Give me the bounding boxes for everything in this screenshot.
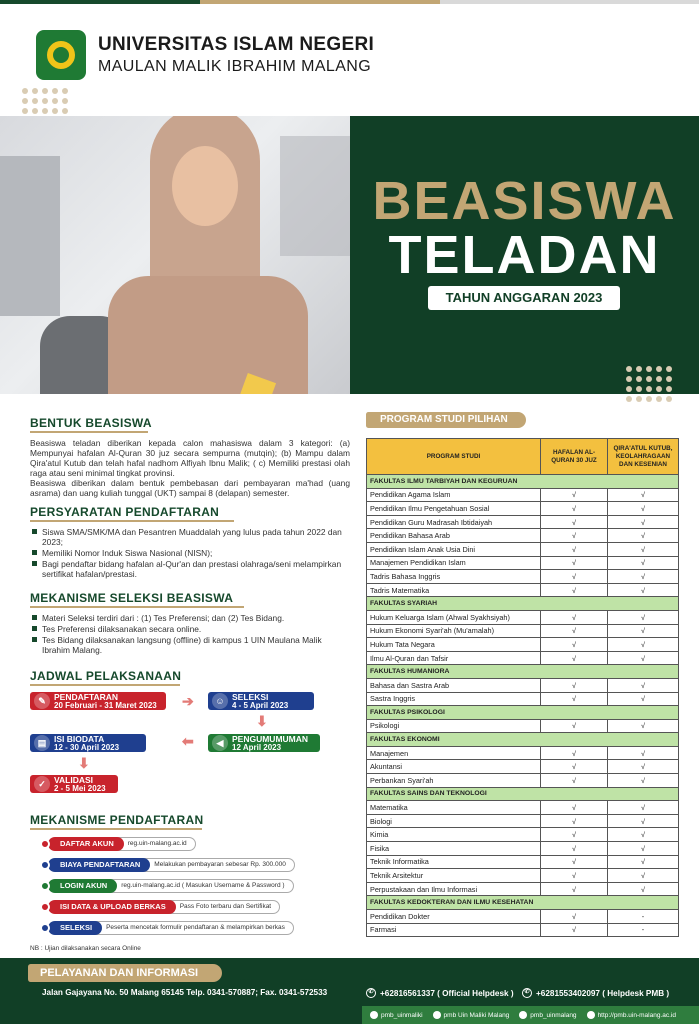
program-table <box>366 438 679 937</box>
program-name: Pendidikan Guru Madrasah Ibtidaiyah <box>367 515 541 529</box>
eligibility-mark: √ <box>541 746 608 760</box>
eligibility-mark: - <box>608 910 679 924</box>
top-accent-bar <box>0 0 699 4</box>
program-name: Matematika <box>367 801 541 815</box>
table-row <box>367 828 679 842</box>
table-header: PROGRAM STUDI <box>367 439 541 475</box>
eligibility-mark: √ <box>608 515 679 529</box>
schedule-pengumuman: ◀ PENGUMUMUMAN 12 April 2023 <box>208 734 320 752</box>
arrow-down-icon: ⬇ <box>78 755 90 771</box>
faculty-name: FAKULTAS SYARIAH <box>367 597 679 611</box>
header <box>36 30 374 80</box>
eligibility-mark: √ <box>608 882 679 896</box>
step-value: Melakukan pembayaran sebesar Rp. 300.000 <box>142 858 295 872</box>
eligibility-mark: √ <box>608 638 679 652</box>
eligibility-mark: √ <box>541 610 608 624</box>
eligibility-mark: √ <box>541 515 608 529</box>
program-name: Hukum Keluarga Islam (Ahwal Syakhsiyah) <box>367 610 541 624</box>
eligibility-mark: √ <box>541 502 608 516</box>
faculty-name: FAKULTAS ILMU TARBIYAH DAN KEGURUAN <box>367 475 679 489</box>
id-card-icon: ▤ <box>34 735 50 751</box>
student-face <box>172 146 238 226</box>
hero-title-line1: BEASISWA <box>372 171 677 231</box>
exam-note: NB : Ujian dilaksanakan secara Online <box>30 945 141 952</box>
program-name: Pendidikan Bahasa Arab <box>367 529 541 543</box>
program-name: Fisika <box>367 842 541 856</box>
footer-title: PELAYANAN DAN INFORMASI <box>28 964 222 982</box>
section-underline <box>30 606 244 608</box>
arrow-right-icon: ➔ <box>182 693 194 709</box>
schedule-isi-biodata: ▤ ISI BIODATA 12 - 30 April 2023 <box>30 734 146 752</box>
whatsapp-contact: ✆ +62816561337 ( Official Helpdesk ) <box>366 988 514 998</box>
list-item: Bagi pendaftar bidang hafalan al-Qur'an dan prestasi olahraga/seni melampirkan sertifikat hafalan/prestasi. <box>32 559 350 579</box>
eligibility-mark: √ <box>608 828 679 842</box>
table-header: HAFALAN AL-QURAN 30 JUZ <box>541 439 608 475</box>
hero-panel <box>350 116 699 394</box>
footer-address: Jalan Gajayana No. 50 Malang 65145 Telp. 0341-570887; Fax. 0341-572533 <box>42 988 328 997</box>
mekanisme-seleksi-list <box>32 613 350 656</box>
program-name: Perbankan Syari'ah <box>367 774 541 788</box>
megaphone-icon: ◀ <box>212 735 228 751</box>
eligibility-mark: √ <box>541 882 608 896</box>
eligibility-mark: √ <box>608 869 679 883</box>
program-name: Perpustakaan dan Ilmu Informasi <box>367 882 541 896</box>
bentuk-paragraph-2: Beasiswa diberikan dalam bentuk pembebasan dari pembayaran ma'had (uang asrama) dan uang kuliah tunggal (UKT) sampai 8 (delapan) semester. <box>30 478 350 498</box>
section-title-bentuk: BENTUK BEASISWA <box>30 416 152 430</box>
university-logo <box>36 30 86 80</box>
persyaratan-list <box>32 527 350 580</box>
program-name: Teknik Informatika <box>367 855 541 869</box>
registration-step <box>48 879 294 893</box>
step-value: Pass Foto terbaru dan Sertifikat <box>168 900 280 914</box>
step-label: LOGIN AKUN <box>48 879 117 893</box>
eligibility-mark: √ <box>608 760 679 774</box>
table-row <box>367 882 679 896</box>
eligibility-mark: √ <box>541 570 608 584</box>
schedule-seleksi: ☺ SELEKSI 4 - 5 April 2023 <box>208 692 314 710</box>
eligibility-mark: √ <box>541 583 608 597</box>
program-name: Pendidikan Dokter <box>367 910 541 924</box>
registration-step <box>48 837 196 851</box>
table-row <box>367 774 679 788</box>
program-name: Manajemen <box>367 746 541 760</box>
people-icon: ☺ <box>212 693 228 709</box>
list-item: Tes Preferensi dilaksanakan secara online. <box>32 624 350 634</box>
eligibility-mark: √ <box>608 814 679 828</box>
eligibility-mark: √ <box>541 678 608 692</box>
eligibility-mark: √ <box>541 719 608 733</box>
arrow-down-icon: ⬇ <box>256 713 268 729</box>
step-label: SELEKSI <box>48 921 102 935</box>
table-row <box>367 502 679 516</box>
hero-photo <box>0 116 350 394</box>
globe-icon <box>587 1011 595 1019</box>
eligibility-mark: √ <box>608 529 679 543</box>
schedule-validasi: ✓ VALIDASI 2 - 5 Mei 2023 <box>30 775 118 793</box>
eligibility-mark: √ <box>541 814 608 828</box>
step-label: ISI DATA & UPLOAD BERKAS <box>48 900 176 914</box>
faculty-name: FAKULTAS HUMANIORA <box>367 665 679 679</box>
eligibility-mark: √ <box>608 855 679 869</box>
whatsapp-icon: ✆ <box>522 988 532 998</box>
eligibility-mark: √ <box>541 488 608 502</box>
program-name: Pendidikan Agama Islam <box>367 488 541 502</box>
table-row <box>367 692 679 706</box>
section-title-mekanisme-pendaftaran: MEKANISME PENDAFTARAN <box>30 813 204 827</box>
program-name: Sastra Inggris <box>367 692 541 706</box>
eligibility-mark: √ <box>541 529 608 543</box>
program-name: Tadris Matematika <box>367 583 541 597</box>
step-value: reg.uin-malang.ac.id <box>116 837 196 851</box>
instagram-icon <box>370 1011 378 1019</box>
program-section-title: PROGRAM STUDI PILIHAN <box>366 412 526 428</box>
faculty-row <box>367 597 679 611</box>
eligibility-mark: √ <box>608 774 679 788</box>
faculty-row <box>367 475 679 489</box>
social-instagram[interactable]: pmb_uinmaliki <box>370 1011 423 1019</box>
table-row <box>367 488 679 502</box>
facebook-icon <box>433 1011 441 1019</box>
eligibility-mark: - <box>608 923 679 937</box>
schedule-pendaftaran: ✎ PENDAFTARAN 20 Februari - 31 Maret 2023 <box>30 692 166 710</box>
eligibility-mark: √ <box>541 638 608 652</box>
faculty-name: FAKULTAS KEDOKTERAN DAN ILMU KESEHATAN <box>367 896 679 910</box>
table-row <box>367 556 679 570</box>
faculty-row <box>367 733 679 747</box>
registration-step <box>48 921 294 935</box>
program-name: Kimia <box>367 828 541 842</box>
eligibility-mark: √ <box>608 570 679 584</box>
eligibility-mark: √ <box>608 583 679 597</box>
section-underline <box>30 684 180 686</box>
eligibility-mark: √ <box>541 760 608 774</box>
program-name: Psikologi <box>367 719 541 733</box>
eligibility-mark: √ <box>608 502 679 516</box>
program-name: Hukum Tata Negara <box>367 638 541 652</box>
eligibility-mark: √ <box>608 542 679 556</box>
table-row <box>367 760 679 774</box>
list-item: Siswa SMA/SMK/MA dan Pesantren Muaddalah yang lulus pada tahun 2022 dan 2023; <box>32 527 350 547</box>
eligibility-mark: √ <box>541 651 608 665</box>
table-row <box>367 814 679 828</box>
arrow-left-icon: ⬅ <box>182 733 194 749</box>
eligibility-mark: √ <box>541 801 608 815</box>
eligibility-mark: √ <box>608 488 679 502</box>
list-item: Memiliki Nomor Induk Siswa Nasional (NISN); <box>32 548 350 558</box>
eligibility-mark: √ <box>608 842 679 856</box>
faculty-row <box>367 706 679 720</box>
eligibility-mark: √ <box>608 678 679 692</box>
step-label: BIAYA PENDAFTARAN <box>48 858 150 872</box>
table-row <box>367 610 679 624</box>
social-twitter[interactable]: pmb_uinmalang <box>519 1011 576 1019</box>
table-row <box>367 910 679 924</box>
section-underline <box>30 828 202 830</box>
program-name: Farmasi <box>367 923 541 937</box>
eligibility-mark: √ <box>541 556 608 570</box>
faculty-name: FAKULTAS SAINS DAN TEKNOLOGI <box>367 787 679 801</box>
social-facebook[interactable]: pmb Uin Maliki Malang <box>433 1011 510 1019</box>
faculty-name: FAKULTAS PSIKOLOGI <box>367 706 679 720</box>
list-item: Materi Seleksi terdiri dari : (1) Tes Preferensi; dan (2) Tes Bidang. <box>32 613 350 623</box>
program-name: Biologi <box>367 814 541 828</box>
section-title-persyaratan: PERSYARATAN PENDAFTARAN <box>30 505 220 519</box>
whatsapp-contact: ✆ +6281553402097 ( Helpdesk PMB ) <box>522 988 669 998</box>
step-value: reg.uin-malang.ac.id ( Masukan Username & Password ) <box>109 879 293 893</box>
table-row <box>367 719 679 733</box>
eligibility-mark: √ <box>541 774 608 788</box>
step-value: Peserta mencetak formulir pendaftaran & melampirkan berkas <box>94 921 294 935</box>
program-name: Akuntansi <box>367 760 541 774</box>
program-name: Tadris Bahasa Inggris <box>367 570 541 584</box>
program-table-body <box>367 475 679 937</box>
section-title-mekanisme-seleksi: MEKANISME SELEKSI BEASISWA <box>30 591 234 605</box>
faculty-name: FAKULTAS EKONOMI <box>367 733 679 747</box>
eligibility-mark: √ <box>541 855 608 869</box>
table-row <box>367 746 679 760</box>
university-subtitle: MAULAN MALIK IBRAHIM MALANG <box>98 58 372 75</box>
table-row <box>367 529 679 543</box>
table-header: QIRA'ATUL KUTUB, KEOLAHRAGAAN DAN KESENIAN <box>608 439 679 475</box>
registration-step <box>48 858 295 872</box>
eligibility-mark: √ <box>541 842 608 856</box>
eligibility-mark: √ <box>541 869 608 883</box>
bentuk-paragraph-1: Beasiswa teladan diberikan kepada calon mahasiswa dalam 3 kategori: (a) Mempunyai hafalan Al-Quran 30 juz secara sempurna (mutqin); (b) Mampu dalam Qira'atul Kutub dan telah hafal nadhom Alfiyah Ibnu Malik; ( c) Memiliki prestasi olah raga atau seni minimal tingkat provinsi. <box>30 438 350 478</box>
table-row <box>367 570 679 584</box>
eligibility-mark: √ <box>608 651 679 665</box>
table-row <box>367 542 679 556</box>
faculty-row <box>367 665 679 679</box>
table-row <box>367 923 679 937</box>
table-row <box>367 678 679 692</box>
program-name: Pendidikan Ilmu Pengetahuan Sosial <box>367 502 541 516</box>
table-row <box>367 515 679 529</box>
eligibility-mark: √ <box>608 556 679 570</box>
university-name: UNIVERSITAS ISLAM NEGERI <box>98 34 375 55</box>
section-underline <box>30 520 234 522</box>
eligibility-mark: √ <box>541 692 608 706</box>
social-bar <box>362 1006 699 1024</box>
eligibility-mark: √ <box>608 692 679 706</box>
eligibility-mark: √ <box>608 624 679 638</box>
eligibility-mark: √ <box>541 542 608 556</box>
list-item: Tes Bidang dilaksanakan langsung (offline) di kampus 1 UIN Maulana Malik Ibrahim Malang. <box>32 635 350 655</box>
eligibility-mark: √ <box>541 910 608 924</box>
program-name: Teknik Arsitektur <box>367 869 541 883</box>
section-title-jadwal: JADWAL PELAKSANAAN <box>30 669 182 683</box>
table-row <box>367 583 679 597</box>
eligibility-mark: √ <box>541 828 608 842</box>
table-row <box>367 651 679 665</box>
edit-icon: ✎ <box>34 693 50 709</box>
registration-step <box>48 900 280 914</box>
table-row <box>367 638 679 652</box>
eligibility-mark: √ <box>541 923 608 937</box>
program-name: Bahasa dan Sastra Arab <box>367 678 541 692</box>
faculty-row <box>367 787 679 801</box>
table-row <box>367 801 679 815</box>
eligibility-mark: √ <box>608 610 679 624</box>
checklist-icon: ✓ <box>34 776 50 792</box>
program-name: Hukum Ekonomi Syari'ah (Mu'amalah) <box>367 624 541 638</box>
section-underline <box>30 431 148 433</box>
decor-dots-bottom <box>626 366 672 402</box>
program-name: Pendidikan Islam Anak Usia Dini <box>367 542 541 556</box>
hero-title-line2: TELADAN <box>388 225 661 285</box>
social-website[interactable]: http://pmb.uin-malang.ac.id <box>587 1011 676 1019</box>
twitter-icon <box>519 1011 527 1019</box>
table-row <box>367 869 679 883</box>
step-label: DAFTAR AKUN <box>48 837 124 851</box>
whatsapp-icon: ✆ <box>366 988 376 998</box>
table-row <box>367 842 679 856</box>
table-row <box>367 855 679 869</box>
program-name: Ilmu Al-Quran dan Tafsir <box>367 651 541 665</box>
program-name: Manajemen Pendidikan Islam <box>367 556 541 570</box>
eligibility-mark: √ <box>608 719 679 733</box>
eligibility-mark: √ <box>541 624 608 638</box>
eligibility-mark: √ <box>608 801 679 815</box>
hero-year-badge: TAHUN ANGGARAN 2023 <box>428 286 620 310</box>
faculty-row <box>367 896 679 910</box>
eligibility-mark: √ <box>608 746 679 760</box>
table-row <box>367 624 679 638</box>
